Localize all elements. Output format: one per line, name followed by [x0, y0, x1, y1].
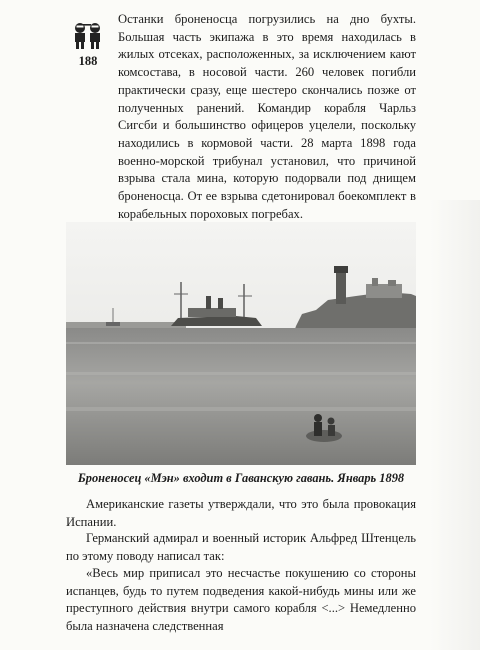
body-paragraph-1: Останки броненосца погрузились на дно бухты. Большая часть экипажа в это время находилась в жилых отсеках, расположенных, за исключением кают комсостава, в носовой части. 260 человек погибли практически сразу, еще шестеро скончались позже от полученных ранений. Командир корабля Чарльз Сигсби и большинство офицеров уцелели, поскольку находились в кормовой части. 28 марта 1898 года военно-морской трибунал установил, что причиной взрыва стала мина, которую подорвали под днищем броненосца. От ее взрыва сдетонировал боекомплект в корабельных пороховых погребах.: [118, 12, 416, 221]
body-paragraph-4: «Весь мир приписал это несчастье покушению со стороны испанцев, будь то путем подведения какой-нибудь мины или же преступного действия внутри самого корабля <...> Немедленно была назначена следственная: [66, 566, 416, 634]
harbor-photograph: [66, 222, 416, 465]
page-edge-shadow: [430, 200, 480, 650]
page-number: 188: [78, 54, 98, 68]
body-paragraph-2: Американские газеты утверждали, что это была провокация Испании.: [66, 497, 416, 529]
photo-caption: Броненосец «Мэн» входит в Гаванскую гавань. Январь 1898: [77, 471, 405, 485]
body-paragraph-3: Германский адмирал и военный историк Альфред Штенцель по этому поводу написал так:: [66, 531, 416, 563]
two-figures-emblem-icon: [70, 22, 106, 50]
